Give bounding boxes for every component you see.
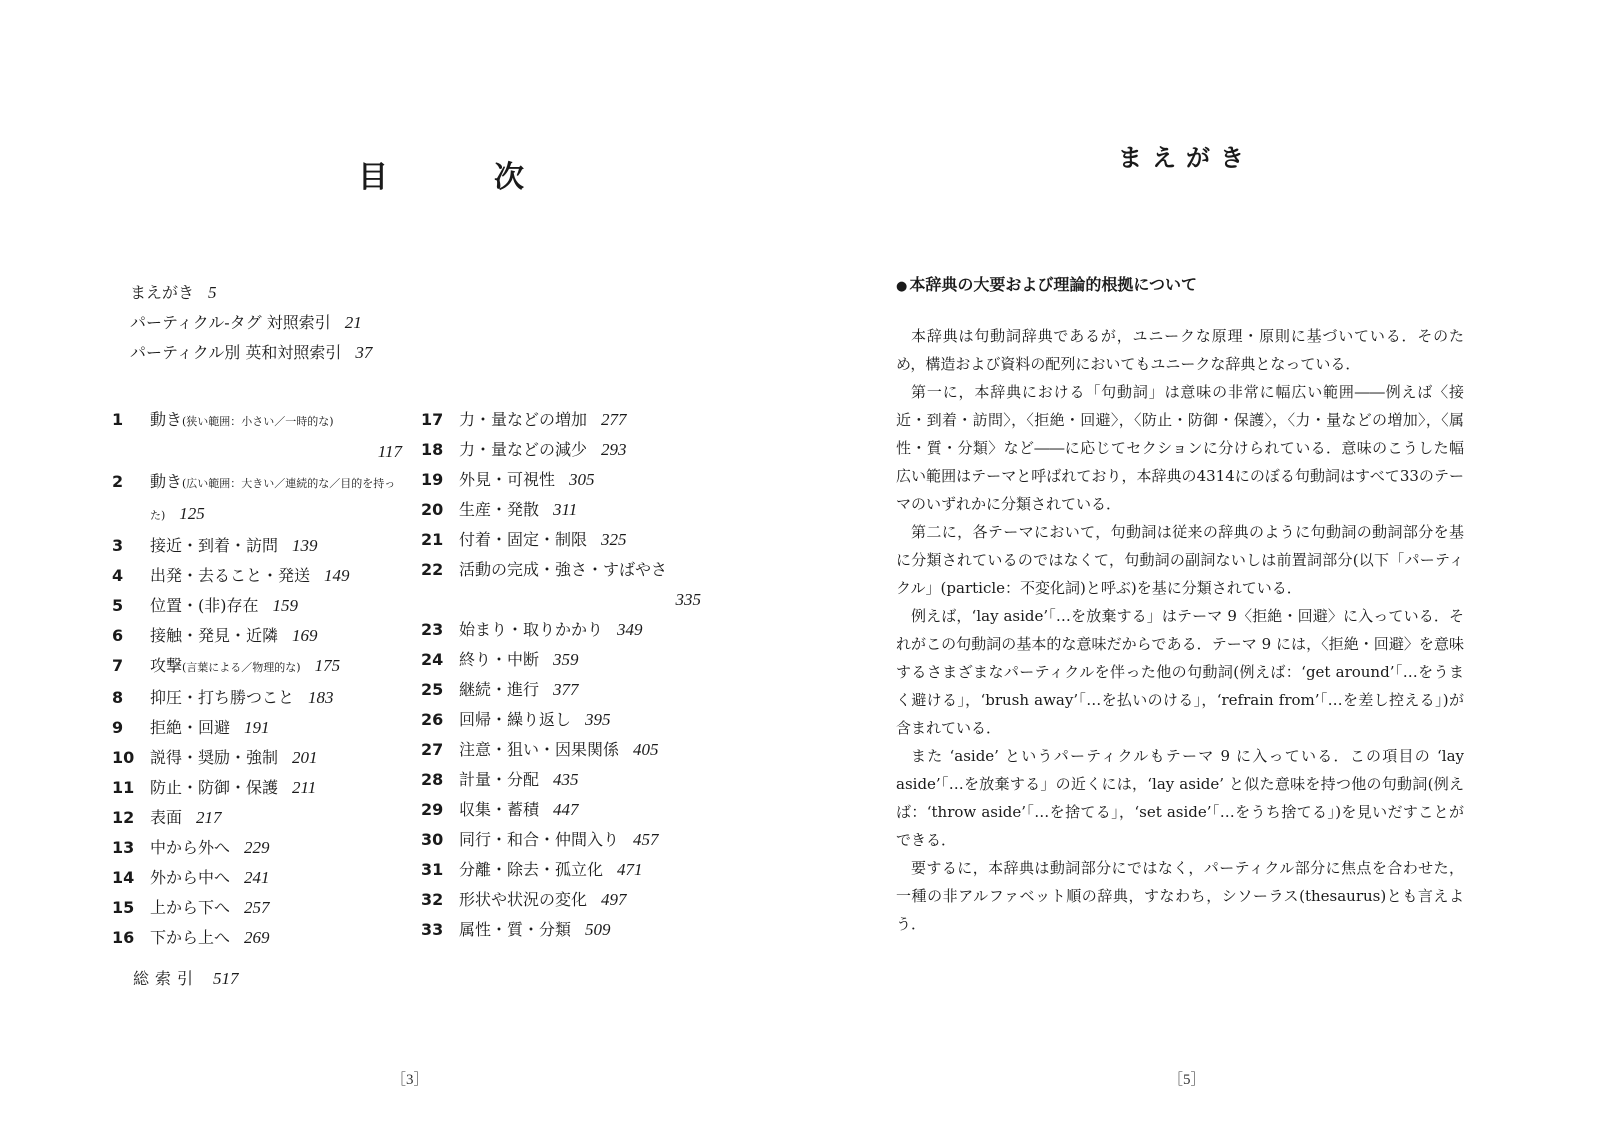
front-matter-item[interactable] bbox=[130, 308, 372, 338]
front-matter-item[interactable] bbox=[130, 338, 372, 368]
page-number: 241 bbox=[244, 868, 270, 887]
chapter-number: 12 bbox=[112, 808, 135, 827]
page-number: 21 bbox=[344, 313, 362, 332]
chapter-title: 説得・奨励・強制 bbox=[150, 748, 279, 767]
chapter-number: 11 bbox=[112, 778, 135, 797]
chapter-number: 21 bbox=[421, 530, 444, 549]
index-label: 総索引 bbox=[133, 969, 200, 988]
page-number: 211 bbox=[292, 778, 317, 797]
chapter-title: 表面 bbox=[150, 808, 183, 827]
chapter-number: 3 bbox=[112, 536, 124, 555]
paragraph: 要するに，本辞典は動詞部分にではなく，パーティクル部分に焦点を合わせた，一種の非アルファベット順の辞典，すなわち，シソーラス(thesaurus)とも言えよう． bbox=[896, 859, 1464, 933]
toc-entry[interactable] bbox=[421, 885, 701, 915]
chapter-title: 終り・中断 bbox=[459, 650, 540, 669]
paragraph: 本辞典は句動詞辞典であるが，ユニークな原理・原則に基づいている．そのため，構造および資料の配列においてもユニークな辞典となっている． bbox=[896, 327, 1464, 373]
chapter-number: 1 bbox=[112, 410, 124, 429]
chapter-title: 動き bbox=[150, 410, 183, 429]
chapter-number: 20 bbox=[421, 500, 444, 519]
chapter-title: 力・量などの増加 bbox=[459, 410, 588, 429]
page-number: 349 bbox=[617, 620, 643, 639]
chapter-title: 外見・可視性 bbox=[459, 470, 556, 489]
page-number: 277 bbox=[601, 410, 627, 429]
toc-entry[interactable] bbox=[112, 531, 402, 561]
chapter-title: 中から外へ bbox=[150, 838, 231, 857]
page-number: 405 bbox=[633, 740, 659, 759]
chapter-title: 防止・防御・保護 bbox=[150, 778, 279, 797]
chapter-number: 7 bbox=[112, 656, 124, 675]
front-matter-label: パーティクル別 英和対照索引 bbox=[130, 343, 342, 362]
toc-entry[interactable] bbox=[112, 405, 402, 467]
page-number: 175 bbox=[314, 656, 341, 675]
chapter-title: 継続・進行 bbox=[459, 680, 540, 699]
page-number: 257 bbox=[244, 898, 270, 917]
toc-entry[interactable] bbox=[421, 735, 701, 765]
chapter-note: (言葉による／物理的な) bbox=[182, 661, 301, 674]
chapter-number: 2 bbox=[112, 472, 124, 491]
toc-entry[interactable] bbox=[421, 525, 701, 555]
chapter-number: 8 bbox=[112, 688, 124, 707]
chapter-number: 22 bbox=[421, 560, 444, 579]
page-number: 201 bbox=[292, 748, 318, 767]
chapter-title: 収集・蓄積 bbox=[459, 800, 540, 819]
page-folio: ［5］ bbox=[1168, 1072, 1206, 1088]
chapter-note: (広い範囲：大きい／連続的な／目的を持った) bbox=[150, 477, 396, 522]
toc-entry[interactable] bbox=[421, 825, 701, 855]
section-heading-text: 本辞典の大要および理論的根拠について bbox=[909, 275, 1198, 294]
toc-entry[interactable] bbox=[421, 495, 701, 525]
chapter-number: 28 bbox=[421, 770, 444, 789]
chapter-title: 動き bbox=[150, 472, 183, 491]
page-number: 497 bbox=[601, 890, 627, 909]
chapter-number: 4 bbox=[112, 566, 124, 585]
toc-column-left bbox=[112, 405, 402, 953]
chapter-title: 属性・質・分類 bbox=[459, 920, 572, 939]
chapter-title: 計量・分配 bbox=[459, 770, 540, 789]
toc-entry[interactable] bbox=[421, 705, 701, 735]
toc-entry[interactable] bbox=[421, 675, 701, 705]
paragraph: また ‘aside’ というパーティクルもテーマ 9 に入っている．この項目の ‘lay aside’「…を放棄する」の近くには，‘lay aside’ と似た意味を持つ他の句動詞(例えば：‘throw aside’「…を捨てる」，‘set aside’「…をうち捨てる」)を見いだすことができる． bbox=[896, 747, 1464, 849]
chapter-title: 外から中へ bbox=[150, 868, 231, 887]
page-folio: ［3］ bbox=[391, 1072, 429, 1088]
toc-entry[interactable] bbox=[421, 465, 701, 495]
toc-entry[interactable] bbox=[421, 435, 701, 465]
chapter-number: 19 bbox=[421, 470, 444, 489]
toc-entry[interactable] bbox=[112, 803, 402, 833]
front-matter-label: まえがき bbox=[130, 283, 195, 302]
page-number: 149 bbox=[324, 566, 350, 585]
toc-entry[interactable] bbox=[112, 683, 402, 713]
toc-entry[interactable] bbox=[112, 743, 402, 773]
chapter-title: 拒絶・回避 bbox=[150, 718, 231, 737]
front-matter-item[interactable] bbox=[130, 278, 372, 308]
page-number: 335 bbox=[675, 590, 701, 609]
page-number: 159 bbox=[272, 596, 298, 615]
chapter-title: 下から上へ bbox=[150, 928, 231, 947]
page-number: 471 bbox=[617, 860, 643, 879]
chapter-number: 5 bbox=[112, 596, 124, 615]
page-number: 293 bbox=[601, 440, 627, 459]
general-index-entry[interactable] bbox=[133, 966, 239, 989]
chapter-number: 23 bbox=[421, 620, 444, 639]
toc-entry[interactable] bbox=[112, 561, 402, 591]
page-number: 229 bbox=[244, 838, 270, 857]
toc-entry[interactable] bbox=[421, 915, 701, 945]
chapter-number: 18 bbox=[421, 440, 444, 459]
section-heading bbox=[896, 272, 1197, 295]
chapter-number: 26 bbox=[421, 710, 444, 729]
chapter-title: 力・量などの減少 bbox=[459, 440, 588, 459]
chapter-title: 注意・狙い・因果関係 bbox=[459, 740, 620, 759]
chapter-title: 出発・去ること・発送 bbox=[150, 566, 311, 585]
toc-entry[interactable] bbox=[112, 863, 402, 893]
chapter-number: 16 bbox=[112, 928, 135, 947]
page-number: 139 bbox=[292, 536, 318, 555]
chapter-title: 分離・除去・孤立化 bbox=[459, 860, 604, 879]
chapter-title: 付着・固定・制限 bbox=[459, 530, 588, 549]
page-number: 37 bbox=[355, 343, 373, 362]
toc-entry[interactable] bbox=[112, 773, 402, 803]
chapter-number: 30 bbox=[421, 830, 444, 849]
page-number: 509 bbox=[585, 920, 611, 939]
chapter-number: 32 bbox=[421, 890, 444, 909]
chapter-title: 始まり・取りかかり bbox=[459, 620, 604, 639]
chapter-number: 14 bbox=[112, 868, 135, 887]
page-number: 517 bbox=[213, 969, 239, 988]
chapter-number: 15 bbox=[112, 898, 135, 917]
chapter-title: 活動の完成・強さ・すばやさ bbox=[459, 560, 668, 579]
page-number: 305 bbox=[569, 470, 595, 489]
chapter-number: 25 bbox=[421, 680, 444, 699]
paragraph: 第二に，各テーマにおいて，句動詞は従来の辞典のように句動詞の動詞部分を基に分類されているのではなくて，句動詞の副詞ないしは前置詞部分(以下「パーティクル」(particle：不変化詞)と呼ぶ)を基に分類されている． bbox=[896, 523, 1464, 597]
bullet-icon: ● bbox=[896, 279, 908, 294]
page-number: 457 bbox=[633, 830, 659, 849]
page-number: 191 bbox=[244, 718, 270, 737]
page-number: 377 bbox=[553, 680, 579, 699]
chapter-title: 上から下へ bbox=[150, 898, 231, 917]
chapter-number: 9 bbox=[112, 718, 124, 737]
chapter-number: 33 bbox=[421, 920, 444, 939]
toc-entry[interactable] bbox=[112, 651, 402, 683]
chapter-number: 31 bbox=[421, 860, 444, 879]
toc-entry[interactable] bbox=[112, 833, 402, 863]
page-number: 117 bbox=[377, 442, 402, 461]
toc-column-right bbox=[421, 405, 701, 945]
chapter-title: 生産・発散 bbox=[459, 500, 540, 519]
chapter-title: 接触・発見・近隣 bbox=[150, 626, 279, 645]
front-matter-list bbox=[130, 278, 372, 368]
toc-entry[interactable] bbox=[421, 855, 701, 885]
page-number: 5 bbox=[208, 283, 217, 302]
toc-entry[interactable] bbox=[421, 765, 701, 795]
page-number: 183 bbox=[308, 688, 334, 707]
toc-entry[interactable] bbox=[421, 645, 701, 675]
page-number: 395 bbox=[585, 710, 611, 729]
chapter-number: 10 bbox=[112, 748, 135, 767]
page-number: 435 bbox=[553, 770, 579, 789]
toc-entry[interactable] bbox=[112, 467, 402, 531]
page-number: 269 bbox=[244, 928, 270, 947]
toc-entry[interactable] bbox=[112, 713, 402, 743]
toc-entry[interactable] bbox=[112, 621, 402, 651]
chapter-title: 形状や状況の変化 bbox=[459, 890, 588, 909]
chapter-number: 13 bbox=[112, 838, 135, 857]
chapter-title: 接近・到着・訪問 bbox=[150, 536, 279, 555]
chapter-title: 抑圧・打ち勝つこと bbox=[150, 688, 295, 707]
chapter-number: 17 bbox=[421, 410, 444, 429]
toc-entry[interactable] bbox=[421, 405, 701, 435]
page-number: 311 bbox=[553, 500, 578, 519]
page-number: 359 bbox=[553, 650, 579, 669]
chapter-number: 29 bbox=[421, 800, 444, 819]
page-number: 217 bbox=[196, 808, 222, 827]
chapter-title: 攻撃 bbox=[150, 656, 183, 675]
chapter-number: 24 bbox=[421, 650, 444, 669]
page-number: 325 bbox=[601, 530, 627, 549]
toc-entry[interactable] bbox=[112, 591, 402, 621]
chapter-title: 位置・(非)存在 bbox=[150, 596, 259, 615]
paragraph: 第一に，本辞典における「句動詞」は意味の非常に幅広い範囲――例えば〈接近・到着・訪問〉，〈拒絶・回避〉，〈防止・防御・保護〉，〈力・量などの増加〉，〈属性・質・分類〉など――に応じてセクションに分けられている．意味のこうした幅広い範囲はテーマと呼ばれており，本辞典の4314にのぼる句動詞はすべて33のテーマのいずれかに分類されている． bbox=[896, 383, 1464, 513]
paragraph: 例えば，‘lay aside’「…を放棄する」はテーマ 9〈拒絶・回避〉に入っている．それがこの句動詞の基本的な意味だからである．テーマ 9 には，〈拒絶・回避〉を意味するさまざまなパーティクルを伴った他の句動詞(例えば：‘get around’「…をうまく避ける」，‘brush away’「…を払いのける」，‘refrain from’「…を差し控える」)が含まれている． bbox=[896, 607, 1464, 737]
page-number: 125 bbox=[179, 504, 205, 523]
chapter-number: 27 bbox=[421, 740, 444, 759]
toc-entry[interactable] bbox=[112, 893, 402, 923]
chapter-title: 同行・和合・仲間入り bbox=[459, 830, 620, 849]
front-matter-label: パーティクル-タグ 対照索引 bbox=[130, 313, 331, 332]
toc-title: 目 次 bbox=[358, 160, 562, 195]
preface-title: まえがき bbox=[1118, 144, 1254, 172]
chapter-note: (狭い範囲：小さい／一時的な) bbox=[182, 415, 334, 428]
toc-entry[interactable] bbox=[421, 795, 701, 825]
chapter-number: 6 bbox=[112, 626, 124, 645]
toc-entry[interactable] bbox=[421, 555, 701, 615]
toc-entry[interactable] bbox=[421, 615, 701, 645]
preface-page bbox=[800, 0, 1600, 1135]
page-number: 447 bbox=[553, 800, 579, 819]
chapter-title: 回帰・繰り返し bbox=[459, 710, 572, 729]
toc-entry[interactable] bbox=[112, 923, 402, 953]
preface-body bbox=[896, 322, 1464, 938]
page-number: 169 bbox=[292, 626, 318, 645]
